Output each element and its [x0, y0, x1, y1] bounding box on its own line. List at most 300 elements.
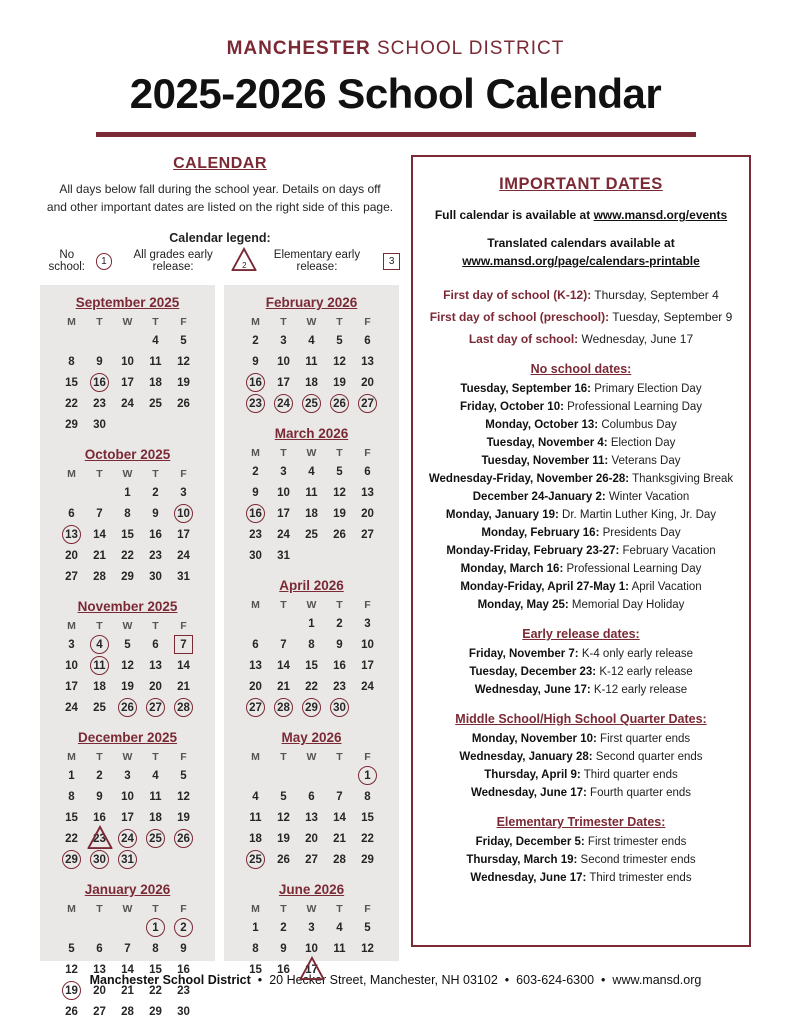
day-cell-slot — [326, 655, 354, 676]
day-cell: 2 — [252, 465, 259, 478]
day-cell-slot — [354, 676, 382, 697]
weekday-label: T — [96, 750, 103, 763]
day-cell: 4 — [152, 769, 159, 782]
week-row — [224, 351, 399, 372]
day-cell-slot — [86, 828, 114, 849]
date-item-label: Monday, May 25: — [477, 599, 569, 611]
week-row — [224, 393, 399, 414]
day-cell-slot — [58, 634, 86, 655]
day-cell: 9 — [252, 355, 259, 368]
date-item — [421, 401, 741, 413]
day-cell: 4 — [252, 790, 259, 803]
date-item-value: Presidents Day — [599, 527, 681, 539]
day-cell-slot — [142, 351, 170, 372]
week-row — [40, 980, 215, 1001]
date-item-value: Winter Vacation — [605, 491, 690, 503]
day-cell: 29 — [121, 570, 134, 583]
date-item — [421, 473, 741, 485]
weekday-label: T — [280, 750, 287, 763]
day-cell: 2 — [336, 617, 343, 630]
day-cell-slot — [270, 393, 298, 414]
day-cell: 9 — [152, 507, 159, 520]
day-cell: 13 — [305, 811, 318, 824]
day-cell-slot — [354, 393, 382, 414]
day-cell-slot — [170, 917, 198, 938]
date-item-value: Columbus Day — [598, 419, 677, 431]
day-cell: 28 — [121, 1005, 134, 1018]
day-cell-slot — [270, 697, 298, 718]
date-item — [421, 419, 741, 431]
weekday-label: M — [67, 750, 76, 763]
day-cell: 27 — [305, 853, 318, 866]
day-cell: 3 — [124, 769, 131, 782]
date-item-value: Dr. Martin Luther King, Jr. Day — [558, 509, 717, 521]
weekday-label: T — [96, 619, 103, 632]
day-cell: 17 — [121, 811, 134, 824]
day-cell: 8 — [308, 638, 315, 651]
weekday-label: W — [122, 315, 133, 328]
key-date-value: Thursday, September 4 — [591, 288, 719, 302]
empty-cell — [326, 765, 354, 786]
day-cell: 18 — [305, 376, 318, 389]
day-cell: 7 — [124, 942, 131, 955]
day-cell-slot — [58, 372, 86, 393]
empty-cell — [298, 765, 326, 786]
key-date-value: Wednesday, June 17 — [578, 332, 694, 346]
date-item-value: First quarter ends — [596, 733, 691, 745]
week-row — [40, 849, 215, 870]
legend-elementary-label: Elementary early release: — [273, 249, 361, 273]
day-cell-slot — [114, 1001, 142, 1022]
week-row — [224, 330, 399, 351]
day-cell-slot — [298, 330, 326, 351]
empty-cell — [270, 765, 298, 786]
important-dates-heading: IMPORTANT DATES — [499, 175, 663, 193]
date-item-label: Wednesday-Friday, November 26-28: — [428, 473, 630, 485]
day-cell: 12 — [361, 942, 374, 955]
weekday-label: T — [152, 467, 159, 480]
day-cell-slot — [58, 414, 86, 435]
weekday-label: T — [336, 750, 343, 763]
week-row — [224, 613, 399, 634]
date-item-label: Monday, November 10: — [471, 733, 597, 745]
day-cell-slot — [114, 938, 142, 959]
day-cell-slot — [270, 655, 298, 676]
day-cell-slot — [354, 828, 382, 849]
week-row — [40, 676, 215, 697]
weekday-label: M — [67, 315, 76, 328]
day-cell-slot — [58, 503, 86, 524]
day-cell-slot — [170, 697, 198, 718]
weekday-label: T — [280, 315, 287, 328]
day-cell-slot — [114, 786, 142, 807]
day-cell: 27 — [65, 570, 78, 583]
day-cell: 5 — [68, 942, 75, 955]
day-cell: 9 — [180, 942, 187, 955]
footer-address: 20 Hecker Street, Manchester, NH 03102 — [269, 973, 498, 987]
day-cell-slot — [142, 634, 170, 655]
day-cell: 5 — [124, 638, 131, 651]
day-cell-slot — [142, 393, 170, 414]
day-cell-slot — [298, 655, 326, 676]
day-cell-slot — [142, 938, 170, 959]
day-cell-slot — [58, 938, 86, 959]
week-row — [40, 503, 215, 524]
week-row — [224, 849, 399, 870]
date-item — [421, 599, 741, 611]
day-cell: 6 — [308, 790, 315, 803]
day-cell-slot — [242, 372, 270, 393]
day-cell: 10 — [361, 638, 374, 651]
day-cell: 26 — [277, 853, 290, 866]
day-cell: 15 — [149, 963, 162, 976]
day-cell-slot — [242, 461, 270, 482]
calendar-description-line2: and other important dates are listed on the right side of this page. — [46, 200, 394, 214]
empty-cell — [170, 849, 198, 870]
weekday-label: F — [364, 750, 371, 763]
month-title: November 2025 — [77, 599, 178, 614]
day-cell-slot — [326, 634, 354, 655]
day-cell: 5 — [280, 790, 287, 803]
day-cell: 21 — [93, 549, 106, 562]
day-no-school: 10 — [174, 504, 193, 523]
legend-no-school — [40, 249, 112, 273]
day-cell-slot — [298, 828, 326, 849]
day-cell: 6 — [252, 638, 259, 651]
date-item — [421, 491, 741, 503]
day-cell-slot — [114, 545, 142, 566]
day-cell-slot — [86, 655, 114, 676]
date-item-value: Professional Learning Day — [563, 563, 702, 575]
date-item — [421, 509, 741, 521]
week-row — [40, 482, 215, 503]
weekday-label: T — [96, 467, 103, 480]
date-item-value: April Vacation — [629, 581, 702, 593]
empty-cell — [58, 917, 86, 938]
day-cell-slot — [298, 849, 326, 870]
month-title: June 2026 — [278, 882, 345, 897]
day-cell-slot — [86, 786, 114, 807]
day-cell-slot — [114, 697, 142, 718]
important-dates-sections — [421, 362, 741, 884]
day-cell-slot — [298, 351, 326, 372]
footer-website-link[interactable]: www.mansd.org — [612, 973, 702, 987]
events-link[interactable]: www.mansd.org/events — [593, 208, 728, 222]
all-grades-triangle-icon: 2 — [236, 253, 253, 270]
day-cell-slot — [270, 372, 298, 393]
date-item-label: December 24-January 2: — [472, 491, 606, 503]
day-cell: 8 — [68, 790, 75, 803]
day-cell-slot — [170, 807, 198, 828]
day-cell-slot — [326, 372, 354, 393]
day-cell-slot — [270, 351, 298, 372]
empty-cell — [86, 482, 114, 503]
calendar-description-line1: All days below fall during the school year. Details on days off — [59, 182, 381, 196]
district-name-rest: SCHOOL DISTRICT — [376, 38, 565, 59]
triangle-marker-icon — [87, 825, 112, 850]
day-no-school: 24 — [274, 394, 293, 413]
day-cell: 8 — [68, 355, 75, 368]
day-all-grades-early-release: 17 — [302, 960, 321, 979]
day-cell-slot — [326, 917, 354, 938]
key-date-item — [421, 310, 741, 324]
week-row — [40, 414, 215, 435]
month-title: January 2026 — [84, 882, 171, 897]
calendar-legend — [40, 249, 400, 273]
day-cell: 19 — [277, 832, 290, 845]
day-cell: 21 — [277, 680, 290, 693]
day-cell-slot — [354, 613, 382, 634]
day-cell: 20 — [361, 376, 374, 389]
weekday-label: T — [96, 902, 103, 915]
day-cell-slot — [298, 524, 326, 545]
day-cell: 19 — [177, 811, 190, 824]
date-item-value: K-4 only early release — [578, 648, 694, 660]
day-cell-slot — [354, 765, 382, 786]
day-cell-slot — [142, 917, 170, 938]
date-item — [421, 527, 741, 539]
day-cell: 30 — [177, 1005, 190, 1018]
day-cell: 3 — [280, 334, 287, 347]
day-cell: 28 — [93, 570, 106, 583]
weekday-label: M — [251, 598, 260, 611]
day-cell-slot — [242, 351, 270, 372]
day-cell: 14 — [121, 963, 134, 976]
weekday-header-row — [40, 465, 215, 482]
day-cell: 6 — [96, 942, 103, 955]
day-no-school: 27 — [146, 698, 165, 717]
day-cell: 22 — [65, 397, 78, 410]
month-title: May 2026 — [281, 730, 342, 745]
day-cell: 13 — [149, 659, 162, 672]
day-cell-slot — [354, 372, 382, 393]
day-cell: 15 — [361, 811, 374, 824]
day-cell: 23 — [93, 397, 106, 410]
day-cell: 5 — [336, 334, 343, 347]
day-cell-slot — [170, 655, 198, 676]
day-cell-slot — [86, 393, 114, 414]
day-cell-slot — [86, 1001, 114, 1022]
day-cell-slot — [86, 697, 114, 718]
empty-cell — [298, 545, 326, 566]
day-cell-slot — [354, 330, 382, 351]
day-cell-slot — [270, 938, 298, 959]
empty-cell — [142, 849, 170, 870]
empty-cell — [170, 414, 198, 435]
legend-no-school-label: No school: — [48, 249, 85, 273]
day-no-school: 26 — [174, 829, 193, 848]
translated-calendars-link[interactable]: www.mansd.org/page/calendars-printable — [462, 254, 700, 268]
day-cell: 5 — [180, 769, 187, 782]
section-heading: Middle School/High School Quarter Dates: — [455, 712, 707, 726]
day-no-school: 31 — [118, 850, 137, 869]
day-cell-slot — [270, 786, 298, 807]
empty-cell — [114, 330, 142, 351]
date-item-value: Veterans Day — [608, 455, 681, 467]
day-cell-slot — [326, 849, 354, 870]
date-item-label: Wednesday, June 17: — [474, 684, 591, 696]
day-cell-slot — [86, 351, 114, 372]
day-cell: 30 — [249, 549, 262, 562]
day-cell-slot — [142, 330, 170, 351]
weekday-label: M — [67, 467, 76, 480]
day-cell-slot — [142, 482, 170, 503]
day-cell-slot — [242, 697, 270, 718]
date-item — [421, 787, 741, 799]
week-row — [224, 807, 399, 828]
week-row — [224, 917, 399, 938]
day-cell-slot — [270, 503, 298, 524]
key-date-label: Last day of school: — [468, 332, 579, 346]
day-cell-slot — [298, 634, 326, 655]
day-cell-slot — [298, 917, 326, 938]
section-heading: No school dates: — [530, 362, 632, 376]
day-cell-slot — [114, 372, 142, 393]
day-cell-slot — [170, 482, 198, 503]
date-item — [421, 854, 741, 866]
day-cell-slot — [270, 545, 298, 566]
date-item-label: Friday, December 5: — [475, 836, 585, 848]
day-cell-slot — [86, 414, 114, 435]
month-september-2025 — [40, 295, 215, 435]
day-cell: 8 — [152, 942, 159, 955]
weekday-label: T — [336, 598, 343, 611]
full-calendar-prefix: Full calendar is available at — [434, 208, 594, 222]
no-school-circle-icon: 1 — [96, 253, 113, 270]
week-row — [40, 807, 215, 828]
day-cell-slot — [242, 330, 270, 351]
day-cell-slot — [142, 524, 170, 545]
empty-cell — [270, 613, 298, 634]
day-cell: 9 — [336, 638, 343, 651]
day-cell: 3 — [180, 486, 187, 499]
day-cell: 17 — [361, 659, 374, 672]
day-cell: 2 — [280, 921, 287, 934]
day-no-school: 28 — [174, 698, 193, 717]
day-cell-slot — [242, 917, 270, 938]
key-date-value: Tuesday, September 9 — [609, 310, 733, 324]
weekday-label: W — [306, 598, 317, 611]
day-cell-slot — [354, 938, 382, 959]
day-cell: 26 — [333, 528, 346, 541]
empty-cell — [86, 917, 114, 938]
day-cell-slot — [86, 765, 114, 786]
day-cell-slot — [354, 655, 382, 676]
day-cell: 5 — [364, 921, 371, 934]
day-cell-slot — [114, 655, 142, 676]
day-cell: 11 — [149, 790, 162, 803]
day-cell-slot — [170, 938, 198, 959]
day-cell: 29 — [361, 853, 374, 866]
day-cell-slot — [142, 697, 170, 718]
week-row — [40, 372, 215, 393]
date-item — [421, 769, 741, 781]
day-cell-slot — [270, 524, 298, 545]
day-cell-slot — [354, 503, 382, 524]
day-cell-slot — [86, 938, 114, 959]
day-cell-slot — [86, 524, 114, 545]
empty-cell — [114, 917, 142, 938]
day-no-school: 11 — [90, 656, 109, 675]
empty-cell — [354, 697, 382, 718]
empty-cell — [326, 545, 354, 566]
day-cell: 1 — [124, 486, 131, 499]
weekday-label: W — [122, 467, 133, 480]
day-cell: 15 — [249, 963, 262, 976]
weekday-label: T — [280, 446, 287, 459]
weekday-label: T — [336, 902, 343, 915]
day-cell: 12 — [177, 790, 190, 803]
section-heading: Early release dates: — [522, 627, 640, 641]
month-april-2026 — [224, 578, 399, 718]
day-cell: 18 — [93, 680, 106, 693]
day-cell-slot — [270, 849, 298, 870]
day-cell-slot — [58, 545, 86, 566]
full-calendar-line — [421, 206, 741, 224]
day-cell-slot — [354, 634, 382, 655]
empty-cell — [242, 613, 270, 634]
day-no-school: 16 — [246, 373, 265, 392]
day-cell-slot — [58, 524, 86, 545]
day-cell: 9 — [280, 942, 287, 955]
day-cell: 24 — [361, 680, 374, 693]
day-cell-slot — [298, 697, 326, 718]
day-cell-slot — [170, 393, 198, 414]
day-cell-slot — [170, 372, 198, 393]
day-cell: 19 — [121, 680, 134, 693]
day-cell-slot — [354, 351, 382, 372]
day-cell: 16 — [333, 659, 346, 672]
day-cell-slot — [298, 372, 326, 393]
section-heading: Elementary Trimester Dates: — [496, 815, 666, 829]
date-item — [421, 455, 741, 467]
day-cell: 11 — [305, 355, 318, 368]
day-cell-slot — [354, 849, 382, 870]
week-row — [224, 655, 399, 676]
day-cell-slot — [170, 524, 198, 545]
week-row — [224, 545, 399, 566]
day-no-school: 16 — [246, 504, 265, 523]
date-item-label: Wednesday, January 28: — [459, 751, 593, 763]
weekday-label: M — [67, 619, 76, 632]
day-cell-slot — [326, 461, 354, 482]
day-cell: 8 — [364, 790, 371, 803]
date-item — [421, 733, 741, 745]
day-cell: 17 — [277, 376, 290, 389]
day-cell-slot — [114, 482, 142, 503]
date-item-label: Monday, February 16: — [481, 527, 600, 539]
day-cell: 26 — [177, 397, 190, 410]
day-cell: 19 — [177, 376, 190, 389]
key-date-item — [421, 332, 741, 346]
day-cell: 22 — [121, 549, 134, 562]
day-cell: 22 — [149, 984, 162, 997]
day-no-school: 1 — [358, 766, 377, 785]
day-cell: 18 — [149, 376, 162, 389]
week-row — [40, 351, 215, 372]
day-cell: 2 — [96, 769, 103, 782]
day-cell-slot — [354, 482, 382, 503]
empty-cell — [142, 414, 170, 435]
date-item-value: Second quarter ends — [592, 751, 703, 763]
month-october-2025 — [40, 447, 215, 587]
day-cell-slot — [298, 807, 326, 828]
legend-title: Calendar legend: — [169, 231, 271, 245]
weekday-label: F — [364, 446, 371, 459]
weekday-header-row — [40, 900, 215, 917]
day-cell: 22 — [361, 832, 374, 845]
empty-cell — [354, 545, 382, 566]
